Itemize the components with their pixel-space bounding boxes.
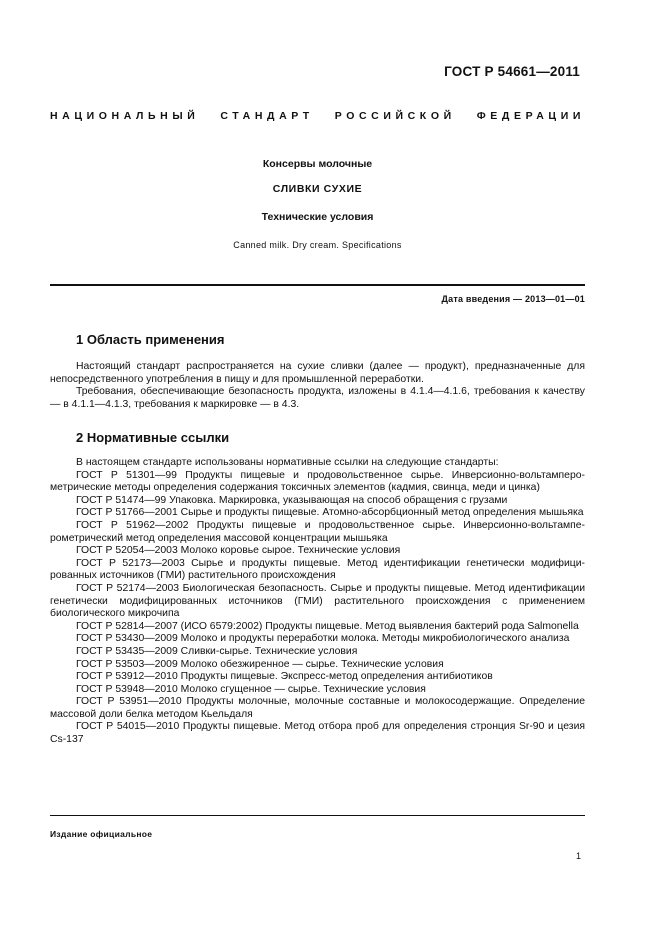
reference-item: ГОСТ Р 52174—2003 Биологическая безопасность. Сырье и продукты пищевые. Метод идентификации генетически модифицированных источников (ГМИ) растительного происхождения с применением биологического микрочипа	[50, 582, 585, 620]
paragraph: В настоящем стандарте использованы нормативные ссылки на следующие стандарты:	[76, 457, 499, 468]
national-standard-title: НАЦИОНАЛЬНЫЙ СТАНДАРТ РОССИЙСКОЙ ФЕДЕРАЦИИ	[50, 110, 585, 122]
paragraph: Настоящий стандарт распространяется на сухие сливки (далее — продукт), предназначенные для непосредственного употребления в пищу и для промышленной переработки.	[50, 361, 585, 385]
document-title: СЛИВКИ СУХИЕ	[272, 183, 363, 195]
english-title: Canned milk. Dry cream. Specifications	[233, 240, 402, 250]
reference-item: ГОСТ Р 53948—2010 Молоко сгущенное — сырье. Технические условия	[76, 683, 426, 695]
footer-divider	[50, 815, 585, 816]
document-subtitle: Технические условия	[261, 211, 374, 223]
paragraph: Требования, обеспечивающие безопасность продукта, изложены в 4.1.4—4.1.6, требования к качеству — в 4.1.1—4.1.3, требования к маркировке — в 4.3.	[50, 386, 585, 410]
page-number: 1	[575, 851, 581, 861]
reference-item: ГОСТ Р 53951—2010 Продукты молочные, молочные составные и молокосодержащие. Определение массовой доли белка методом Кьельдаля	[50, 696, 585, 720]
reference-item: ГОСТ Р 53435—2009 Сливки-сырье. Технические условия	[76, 645, 358, 657]
section-2-body	[50, 457, 585, 747]
section-1-body	[50, 361, 585, 411]
introduction-date: Дата введения — 2013—01—01	[441, 294, 585, 304]
reference-item: ГОСТ Р 51962—2002 Продукты пищевые и продовольственное сырье. Инверсионно-вольтамперометрический метод определения массовой концентрации мышьяка	[50, 519, 585, 544]
document-category: Консервы молочные	[262, 158, 373, 170]
reference-item: ГОСТ Р 51474—99 Упаковка. Маркировка, указывающая на способ обращения с грузами	[76, 494, 508, 506]
section-2-heading: 2 Нормативные ссылки	[76, 430, 230, 445]
reference-item: ГОСТ Р 53503—2009 Молоко обезжиренное — сырье. Технические условия	[76, 658, 444, 670]
reference-item: ГОСТ Р 52814—2007 (ИСО 6579:2002) Продукты пищевые. Метод выявления бактерий рода Salmonella	[76, 620, 579, 632]
reference-item: ГОСТ Р 51766—2001 Сырье и продукты пищевые. Атомно-абсорбционный метод определения мышьяка	[76, 507, 584, 519]
reference-item: ГОСТ Р 53430—2009 Молоко и продукты переработки молока. Методы микробиологического анализа	[76, 633, 570, 645]
reference-item: ГОСТ Р 51301—99 Продукты пищевые и продовольственное сырье. Инверсионно-вольтамперометрические методы определения содержания токсичных элементов (кадмия, свинца, меди и цинка)	[50, 469, 585, 494]
section-1-heading: 1 Область применения	[76, 332, 225, 347]
reference-item: ГОСТ Р 52054—2003 Молоко коровье сырое. Технические условия	[76, 545, 401, 557]
reference-item: ГОСТ Р 54015—2010 Продукты пищевые. Метод отбора проб для определения стронция Sr-90 и цезия Cs-137	[50, 721, 585, 746]
document-code: ГОСТ Р 54661—2011	[444, 64, 580, 79]
reference-item: ГОСТ Р 52173—2003 Сырье и продукты пищевые. Метод идентификации генетически модифицированных источников (ГМИ) растительного происхождения	[50, 557, 585, 582]
title-divider	[50, 284, 585, 286]
reference-item: ГОСТ Р 53912—2010 Продукты пищевые. Экспресс-метод определения антибиотиков	[76, 671, 493, 683]
official-edition-label: Издание официальное	[50, 829, 153, 839]
